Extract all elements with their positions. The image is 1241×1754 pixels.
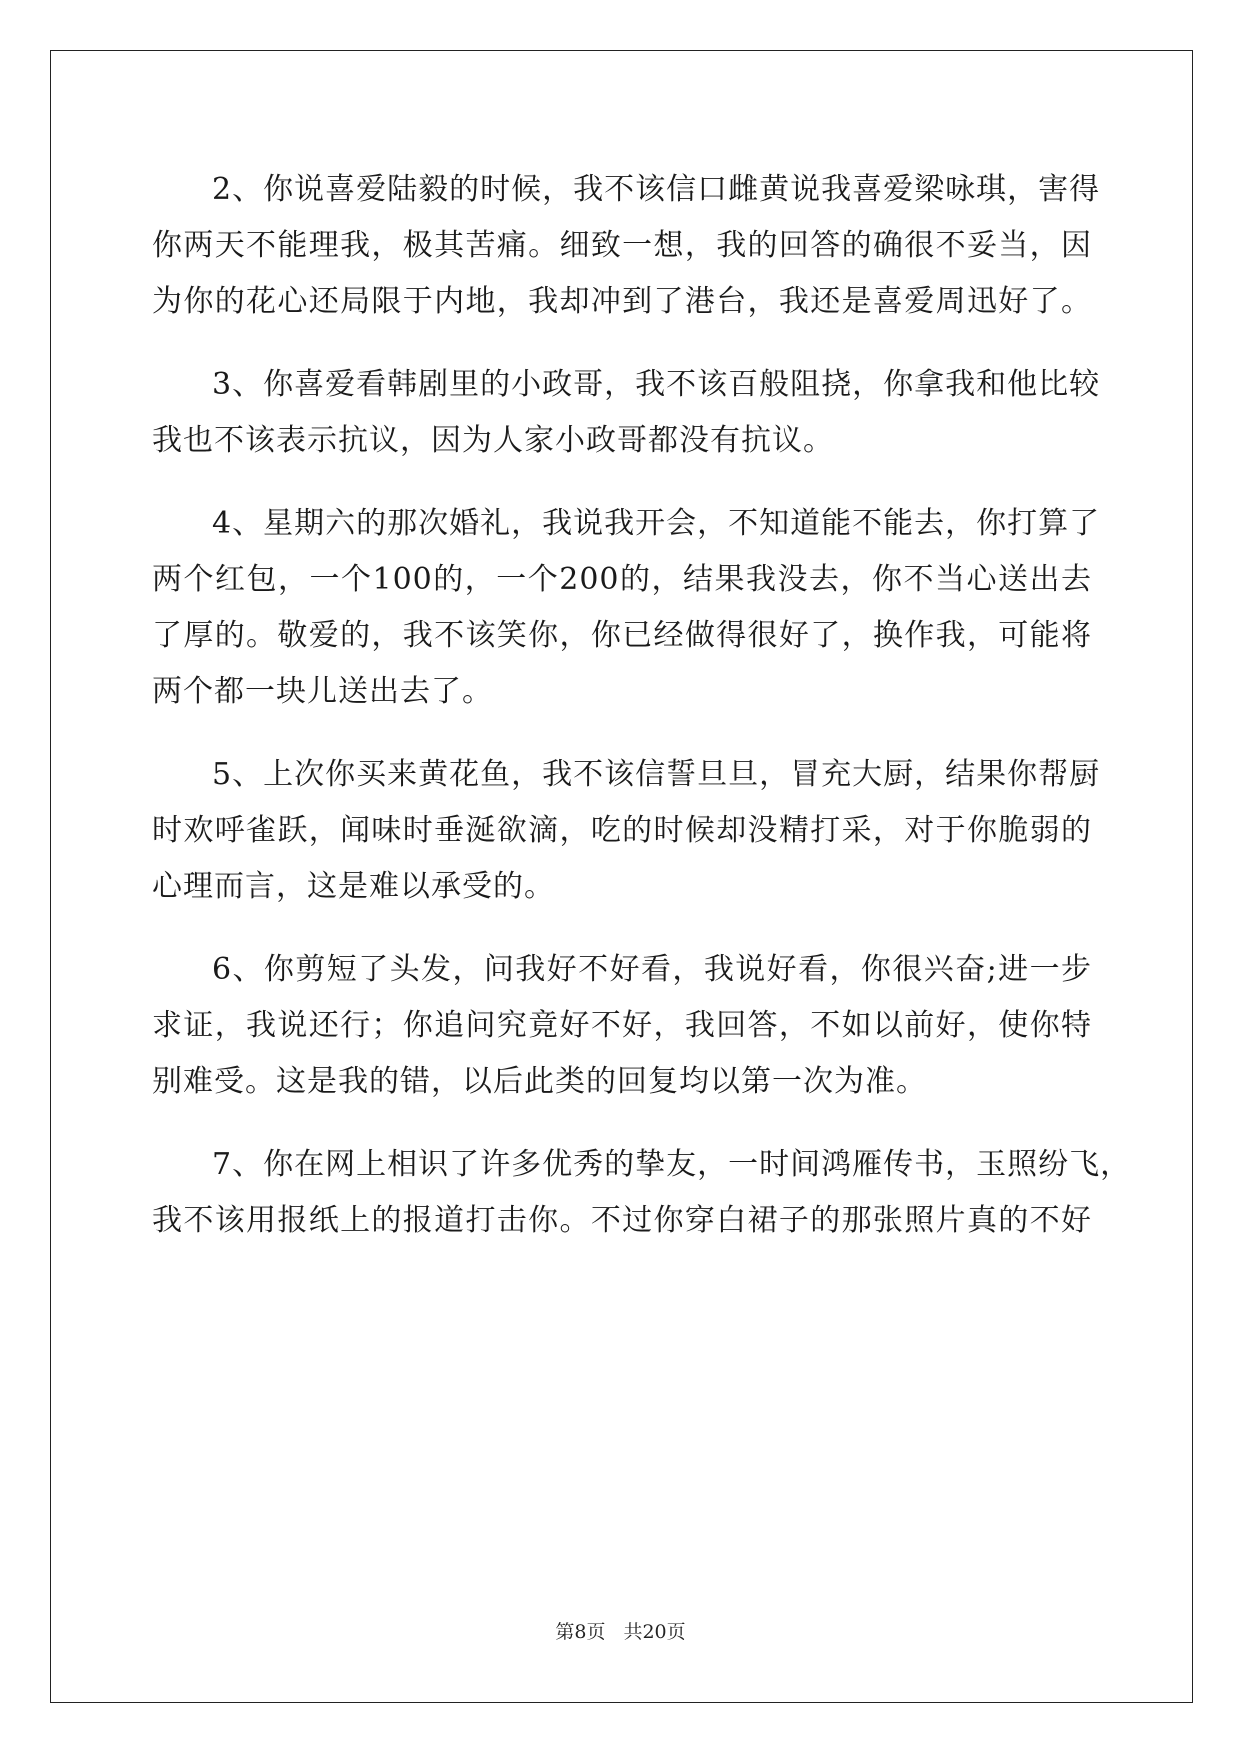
text-line: 我不该用报纸上的报道打击你。不过你穿白裙子的那张照片真的不好 (152, 1203, 1092, 1238)
text-line: 时欢呼雀跃，闻味时垂涎欲滴，吃的时候却没精打采，对于你脆弱的 (152, 813, 1092, 848)
text-line: 3、你喜爱看韩剧里的小政哥，我不该百般阻挠，你拿我和他比较 (212, 367, 1101, 402)
page-footer (0, 1620, 1241, 1644)
page-number: 第8页 (555, 1621, 606, 1643)
page-total: 共20页 (623, 1621, 686, 1643)
text-line: 2、你说喜爱陆毅的时候，我不该信口雌黄说我喜爱梁咏琪，害得 (212, 172, 1101, 207)
text-line: 6、你剪短了头发，问我好不好看，我说好看，你很兴奋;进一步 (212, 952, 1092, 987)
text-line: 心理而言，这是难以承受的。 (152, 869, 555, 904)
text-line: 别难受。这是我的错，以后此类的回复均以第一次为准。 (152, 1064, 927, 1099)
text-line: 了厚的。敬爱的，我不该笑你，你已经做得很好了，换作我，可能将 (152, 618, 1092, 653)
text-line: 两个都一块儿送出去了。 (152, 674, 493, 709)
text-line: 7、你在网上相识了许多优秀的挚友，一时间鸿雁传书，玉照纷飞， (212, 1147, 1132, 1182)
text-line: 我也不该表示抗议，因为人家小政哥都没有抗议。 (152, 423, 834, 458)
text-line: 4、星期六的那次婚礼，我说我开会，不知道能不能去，你打算了 (212, 506, 1101, 541)
text-line: 两个红包，一个100的，一个200的，结果我没去，你不当心送出去 (152, 562, 1092, 597)
text-line: 为你的花心还局限于内地，我却冲到了港台，我还是喜爱周迅好了。 (152, 284, 1092, 319)
text-line: 你两天不能理我，极其苦痛。细致一想，我的回答的确很不妥当，因 (152, 228, 1092, 263)
text-line: 5、上次你买来黄花鱼，我不该信誓旦旦，冒充大厨，结果你帮厨 (212, 757, 1101, 792)
text-line: 求证，我说还行；你追问究竟好不好，我回答，不如以前好，使你特 (152, 1008, 1092, 1043)
